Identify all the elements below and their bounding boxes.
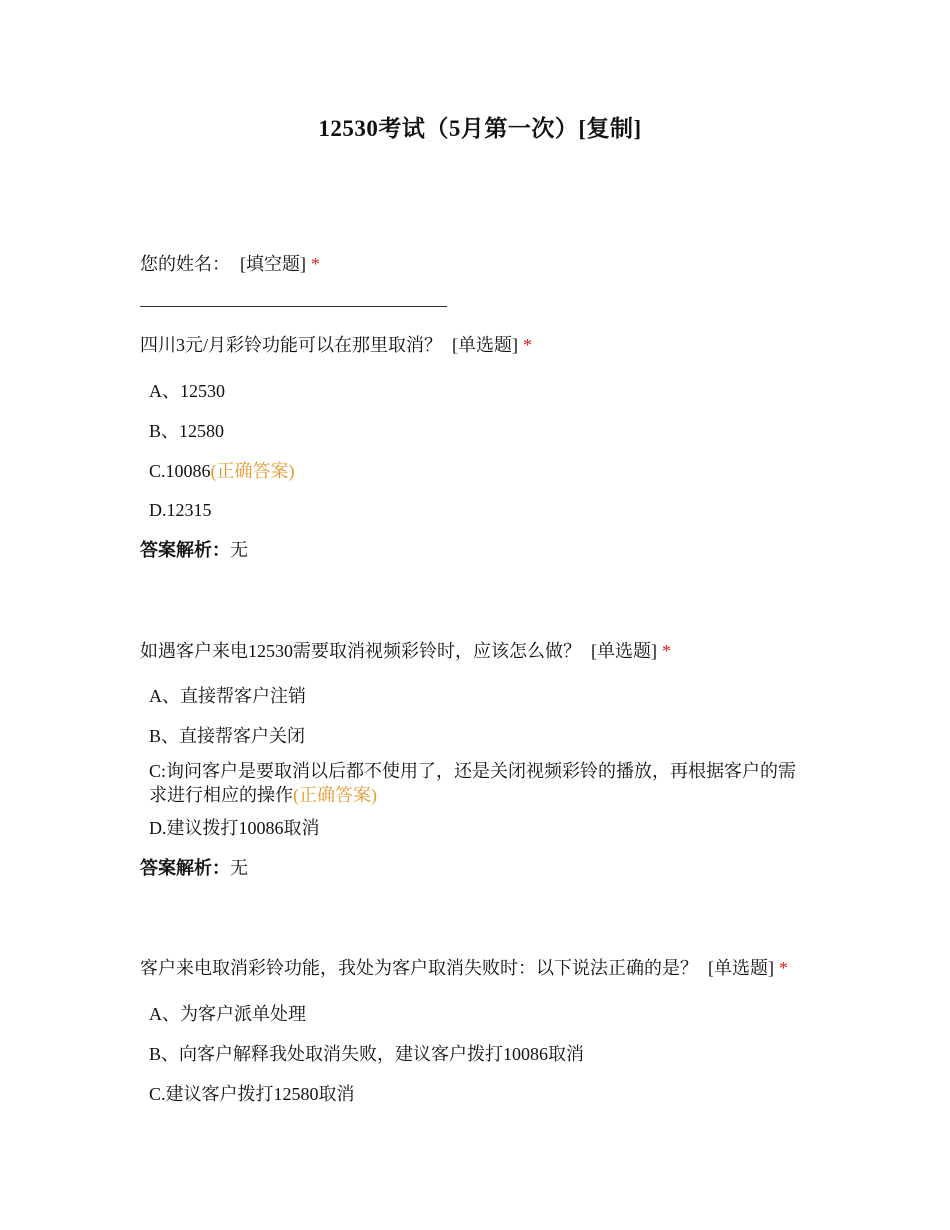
q2-option-b[interactable]: B、直接帮客户关闭 [149, 726, 306, 746]
question-text: 如遇客户来电12530需要取消视频彩铃时，应该怎么做？ [140, 641, 581, 661]
q3-option-b[interactable]: B、向客户解释我处取消失败，建议客户拨打10086取消 [149, 1044, 585, 1064]
question-2 [140, 639, 671, 663]
q3-option-a[interactable]: A、为客户派单处理 [149, 1004, 306, 1024]
q1-option-a[interactable]: A、12530 [149, 381, 225, 401]
q2-option-a[interactable]: A、直接帮客户注销 [149, 686, 306, 706]
q1-option-d[interactable]: D.12315 [149, 500, 212, 520]
name-input-line[interactable] [140, 306, 447, 307]
correct-answer-tag: (正确答案) [293, 785, 377, 805]
question-type: [单选题] [591, 641, 657, 661]
required-mark: * [779, 958, 788, 978]
q2-analysis [140, 856, 248, 880]
required-mark: * [523, 335, 532, 355]
analysis-text: 无 [230, 540, 248, 560]
question-type: [填空题] [240, 254, 306, 274]
page-title: 12530考试（5月第一次）[复制] [318, 116, 642, 141]
q3-option-c[interactable]: C.建议客户拨打12580取消 [149, 1084, 355, 1104]
question-name [140, 252, 320, 276]
required-mark: * [311, 254, 320, 274]
question-3 [140, 956, 788, 980]
question-type: [单选题] [708, 958, 774, 978]
analysis-label: 答案解析： [140, 540, 230, 560]
question-text: 您的姓名： [140, 254, 230, 274]
question-1 [140, 333, 532, 357]
q1-analysis [140, 538, 248, 562]
q1-option-c[interactable]: C.10086(正确答案) [149, 461, 295, 481]
q2-option-c[interactable]: C:询问客户是要取消以后都不使用了，还是关闭视频彩铃的播放，再根据客户的需求进行相应的操作(正确答案) [149, 761, 797, 805]
q2-option-d[interactable]: D.建议拨打10086取消 [149, 818, 320, 838]
question-text: 客户来电取消彩铃功能，我处为客户取消失败时：以下说法正确的是？ [140, 958, 698, 978]
q1-option-b[interactable]: B、12580 [149, 421, 225, 441]
correct-answer-tag: (正确答案) [210, 461, 295, 481]
question-type: [单选题] [452, 335, 518, 355]
question-text: 四川3元/月彩铃功能可以在那里取消？ [140, 335, 442, 355]
analysis-text: 无 [230, 858, 248, 878]
required-mark: * [662, 641, 671, 661]
analysis-label: 答案解析： [140, 858, 230, 878]
